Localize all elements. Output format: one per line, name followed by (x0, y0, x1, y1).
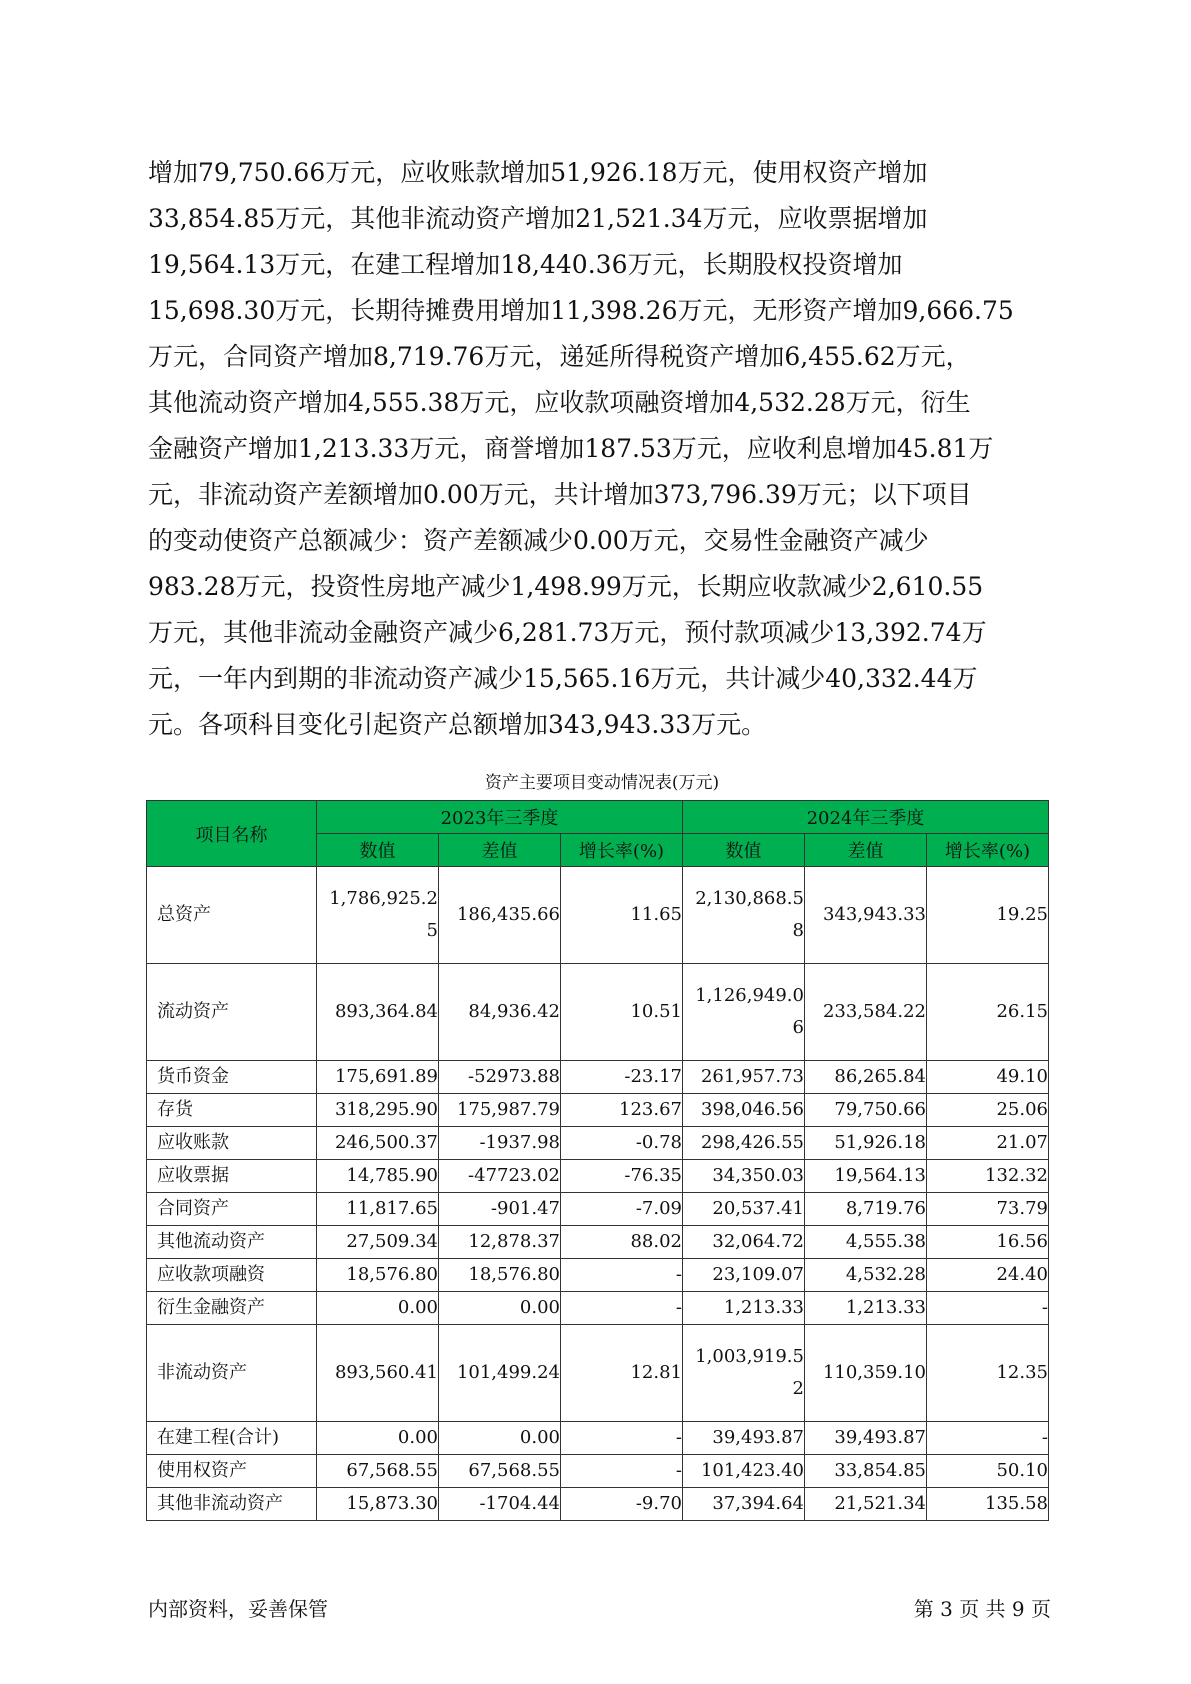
cell-value-2024: 298,426.55 (683, 1127, 805, 1160)
cell-rate-2024: 25.06 (927, 1094, 1049, 1127)
cell-rate-2023: -7.09 (561, 1193, 683, 1226)
cell-rate-2024: - (927, 1292, 1049, 1325)
cell-diff-2023: 67,568.55 (439, 1455, 561, 1488)
header-item-name: 项目名称 (147, 801, 317, 867)
cell-item-name: 货币资金 (147, 1061, 317, 1094)
paragraph-line: 金融资产增加1,213.33万元，商誉增加187.53万元，应收利息增加45.81万 (148, 434, 994, 463)
cell-rate-2023: - (561, 1455, 683, 1488)
cell-diff-2023: 12,878.37 (439, 1226, 561, 1259)
cell-item-name: 应收账款 (147, 1127, 317, 1160)
cell-diff-2024: 8,719.76 (805, 1193, 927, 1226)
cell-value-2023: 0.00 (317, 1292, 439, 1325)
cell-rate-2024: 21.07 (927, 1127, 1049, 1160)
cell-rate-2023: - (561, 1259, 683, 1292)
cell-rate-2024: 19.25 (927, 867, 1049, 964)
cell-rate-2023: - (561, 1422, 683, 1455)
cell-item-name: 存货 (147, 1094, 317, 1127)
cell-value-2023: 175,691.89 (317, 1061, 439, 1094)
cell-rate-2024: 24.40 (927, 1259, 1049, 1292)
cell-diff-2023: 0.00 (439, 1422, 561, 1455)
cell-rate-2023: -0.78 (561, 1127, 683, 1160)
cell-value-2023: 15,873.30 (317, 1488, 439, 1521)
cell-diff-2023: 101,499.24 (439, 1325, 561, 1422)
cell-value-2024: 398,046.56 (683, 1094, 805, 1127)
header-diff-2023: 差值 (439, 834, 561, 867)
table-row (147, 1127, 1049, 1160)
table-row (147, 1061, 1049, 1094)
table-caption: 资产主要项目变动情况表(万元) (484, 773, 720, 793)
cell-item-name: 非流动资产 (147, 1325, 317, 1422)
body-paragraph (148, 150, 1056, 748)
table-row (147, 1226, 1049, 1259)
cell-value-2024: 101,423.40 (683, 1455, 805, 1488)
cell-diff-2023: -1704.44 (439, 1488, 561, 1521)
paragraph-line: 19,564.13万元，在建工程增加18,440.36万元，长期股权投资增加 (148, 250, 903, 279)
cell-diff-2024: 19,564.13 (805, 1160, 927, 1193)
cell-rate-2023: -76.35 (561, 1160, 683, 1193)
header-value-2024: 数值 (683, 834, 805, 867)
cell-rate-2023: 12.81 (561, 1325, 683, 1422)
paragraph-line: 的变动使资产总额减少：资产差额减少0.00万元，交易性金融资产减少 (148, 526, 929, 555)
cell-rate-2024: - (927, 1422, 1049, 1455)
cell-diff-2023: 84,936.42 (439, 964, 561, 1061)
paragraph-line: 33,854.85万元，其他非流动资产增加21,521.34万元，应收票据增加 (148, 204, 928, 233)
paragraph-line: 增加79,750.66万元，应收账款增加51,926.18万元，使用权资产增加 (148, 158, 928, 187)
cell-value-2023: 893,364.84 (317, 964, 439, 1061)
table-row (147, 1193, 1049, 1226)
table-row (147, 1488, 1049, 1521)
cell-item-name: 总资产 (147, 867, 317, 964)
cell-diff-2024: 4,555.38 (805, 1226, 927, 1259)
table-row (147, 867, 1049, 964)
cell-rate-2023: 10.51 (561, 964, 683, 1061)
footer-confidential-note: 内部资料，妥善保管 (148, 1597, 328, 1621)
cell-diff-2023: 18,576.80 (439, 1259, 561, 1292)
cell-value-2023: 27,509.34 (317, 1226, 439, 1259)
cell-rate-2024: 26.15 (927, 964, 1049, 1061)
cell-diff-2023: -47723.02 (439, 1160, 561, 1193)
header-diff-2024: 差值 (805, 834, 927, 867)
paragraph-line: 983.28万元，投资性房地产减少1,498.99万元，长期应收款减少2,610.55 (148, 572, 984, 601)
table-row (147, 1455, 1049, 1488)
cell-rate-2024: 16.56 (927, 1226, 1049, 1259)
cell-item-name: 使用权资产 (147, 1455, 317, 1488)
cell-diff-2024: 33,854.85 (805, 1455, 927, 1488)
cell-diff-2024: 233,584.22 (805, 964, 927, 1061)
cell-diff-2023: 0.00 (439, 1292, 561, 1325)
cell-diff-2023: 175,987.79 (439, 1094, 561, 1127)
cell-rate-2024: 132.32 (927, 1160, 1049, 1193)
paragraph-line: 其他流动资产增加4,555.38万元，应收款项融资增加4,532.28万元，衍生 (148, 388, 971, 417)
cell-diff-2023: -52973.88 (439, 1061, 561, 1094)
cell-rate-2024: 50.10 (927, 1455, 1049, 1488)
cell-diff-2023: 186,435.66 (439, 867, 561, 964)
cell-diff-2024: 51,926.18 (805, 1127, 927, 1160)
header-period-2024: 2024年三季度 (683, 801, 1049, 834)
cell-value-2024: 39,493.87 (683, 1422, 805, 1455)
paragraph-line: 元，非流动资产差额增加0.00万元，共计增加373,796.39万元；以下项目 (148, 480, 972, 509)
table-row (147, 1259, 1049, 1292)
header-rate-2023: 增长率(%) (561, 834, 683, 867)
cell-diff-2023: -1937.98 (439, 1127, 561, 1160)
paragraph-line: 元，一年内到期的非流动资产减少15,565.16万元，共计减少40,332.44万 (148, 664, 978, 693)
paragraph-line: 万元，合同资产增加8,719.76万元，递延所得税资产增加6,455.62万元， (148, 342, 971, 371)
cell-value-2024: 1,126,949.06 (683, 964, 805, 1061)
cell-diff-2024: 110,359.10 (805, 1325, 927, 1422)
cell-item-name: 在建工程(合计) (147, 1422, 317, 1455)
cell-rate-2024: 73.79 (927, 1193, 1049, 1226)
cell-value-2024: 32,064.72 (683, 1226, 805, 1259)
cell-rate-2024: 12.35 (927, 1325, 1049, 1422)
cell-diff-2024: 4,532.28 (805, 1259, 927, 1292)
cell-diff-2024: 79,750.66 (805, 1094, 927, 1127)
cell-rate-2023: - (561, 1292, 683, 1325)
cell-diff-2024: 39,493.87 (805, 1422, 927, 1455)
cell-value-2023: 318,295.90 (317, 1094, 439, 1127)
cell-rate-2023: 123.67 (561, 1094, 683, 1127)
cell-rate-2024: 135.58 (927, 1488, 1049, 1521)
paragraph-line: 元。各项科目变化引起资产总额增加343,943.33万元。 (148, 710, 767, 739)
cell-rate-2023: -9.70 (561, 1488, 683, 1521)
cell-value-2023: 246,500.37 (317, 1127, 439, 1160)
cell-rate-2023: 88.02 (561, 1226, 683, 1259)
table-row (147, 1160, 1049, 1193)
cell-value-2024: 23,109.07 (683, 1259, 805, 1292)
cell-diff-2024: 343,943.33 (805, 867, 927, 964)
table-row (147, 1422, 1049, 1455)
cell-diff-2024: 86,265.84 (805, 1061, 927, 1094)
cell-item-name: 衍生金融资产 (147, 1292, 317, 1325)
header-value-2023: 数值 (317, 834, 439, 867)
table-row (147, 1292, 1049, 1325)
paragraph-line: 15,698.30万元，长期待摊费用增加11,398.26万元，无形资产增加9,666.75 (148, 296, 1014, 325)
cell-value-2024: 37,394.64 (683, 1488, 805, 1521)
cell-value-2024: 1,003,919.52 (683, 1325, 805, 1422)
cell-value-2023: 893,560.41 (317, 1325, 439, 1422)
cell-rate-2023: -23.17 (561, 1061, 683, 1094)
asset-change-table (146, 800, 1049, 1521)
cell-diff-2024: 1,213.33 (805, 1292, 927, 1325)
cell-value-2024: 34,350.03 (683, 1160, 805, 1193)
table-row (147, 1325, 1049, 1422)
cell-value-2023: 1,786,925.25 (317, 867, 439, 964)
table-row (147, 964, 1049, 1061)
table-row (147, 1094, 1049, 1127)
cell-rate-2024: 49.10 (927, 1061, 1049, 1094)
cell-item-name: 其他非流动资产 (147, 1488, 317, 1521)
footer-page-number: 第 3 页 共 9 页 (913, 1597, 1051, 1621)
cell-item-name: 应收款项融资 (147, 1259, 317, 1292)
paragraph-line: 万元，其他非流动金融资产减少6,281.73万元，预付款项减少13,392.74万 (148, 618, 987, 647)
cell-diff-2024: 21,521.34 (805, 1488, 927, 1521)
cell-value-2023: 11,817.65 (317, 1193, 439, 1226)
cell-diff-2023: -901.47 (439, 1193, 561, 1226)
cell-value-2023: 0.00 (317, 1422, 439, 1455)
header-period-2023: 2023年三季度 (317, 801, 683, 834)
cell-value-2024: 1,213.33 (683, 1292, 805, 1325)
cell-value-2024: 20,537.41 (683, 1193, 805, 1226)
cell-value-2023: 67,568.55 (317, 1455, 439, 1488)
cell-item-name: 其他流动资产 (147, 1226, 317, 1259)
header-rate-2024: 增长率(%) (927, 834, 1049, 867)
cell-value-2024: 2,130,868.58 (683, 867, 805, 964)
cell-rate-2023: 11.65 (561, 867, 683, 964)
cell-value-2024: 261,957.73 (683, 1061, 805, 1094)
cell-item-name: 应收票据 (147, 1160, 317, 1193)
cell-value-2023: 18,576.80 (317, 1259, 439, 1292)
cell-item-name: 流动资产 (147, 964, 317, 1061)
cell-value-2023: 14,785.90 (317, 1160, 439, 1193)
cell-item-name: 合同资产 (147, 1193, 317, 1226)
